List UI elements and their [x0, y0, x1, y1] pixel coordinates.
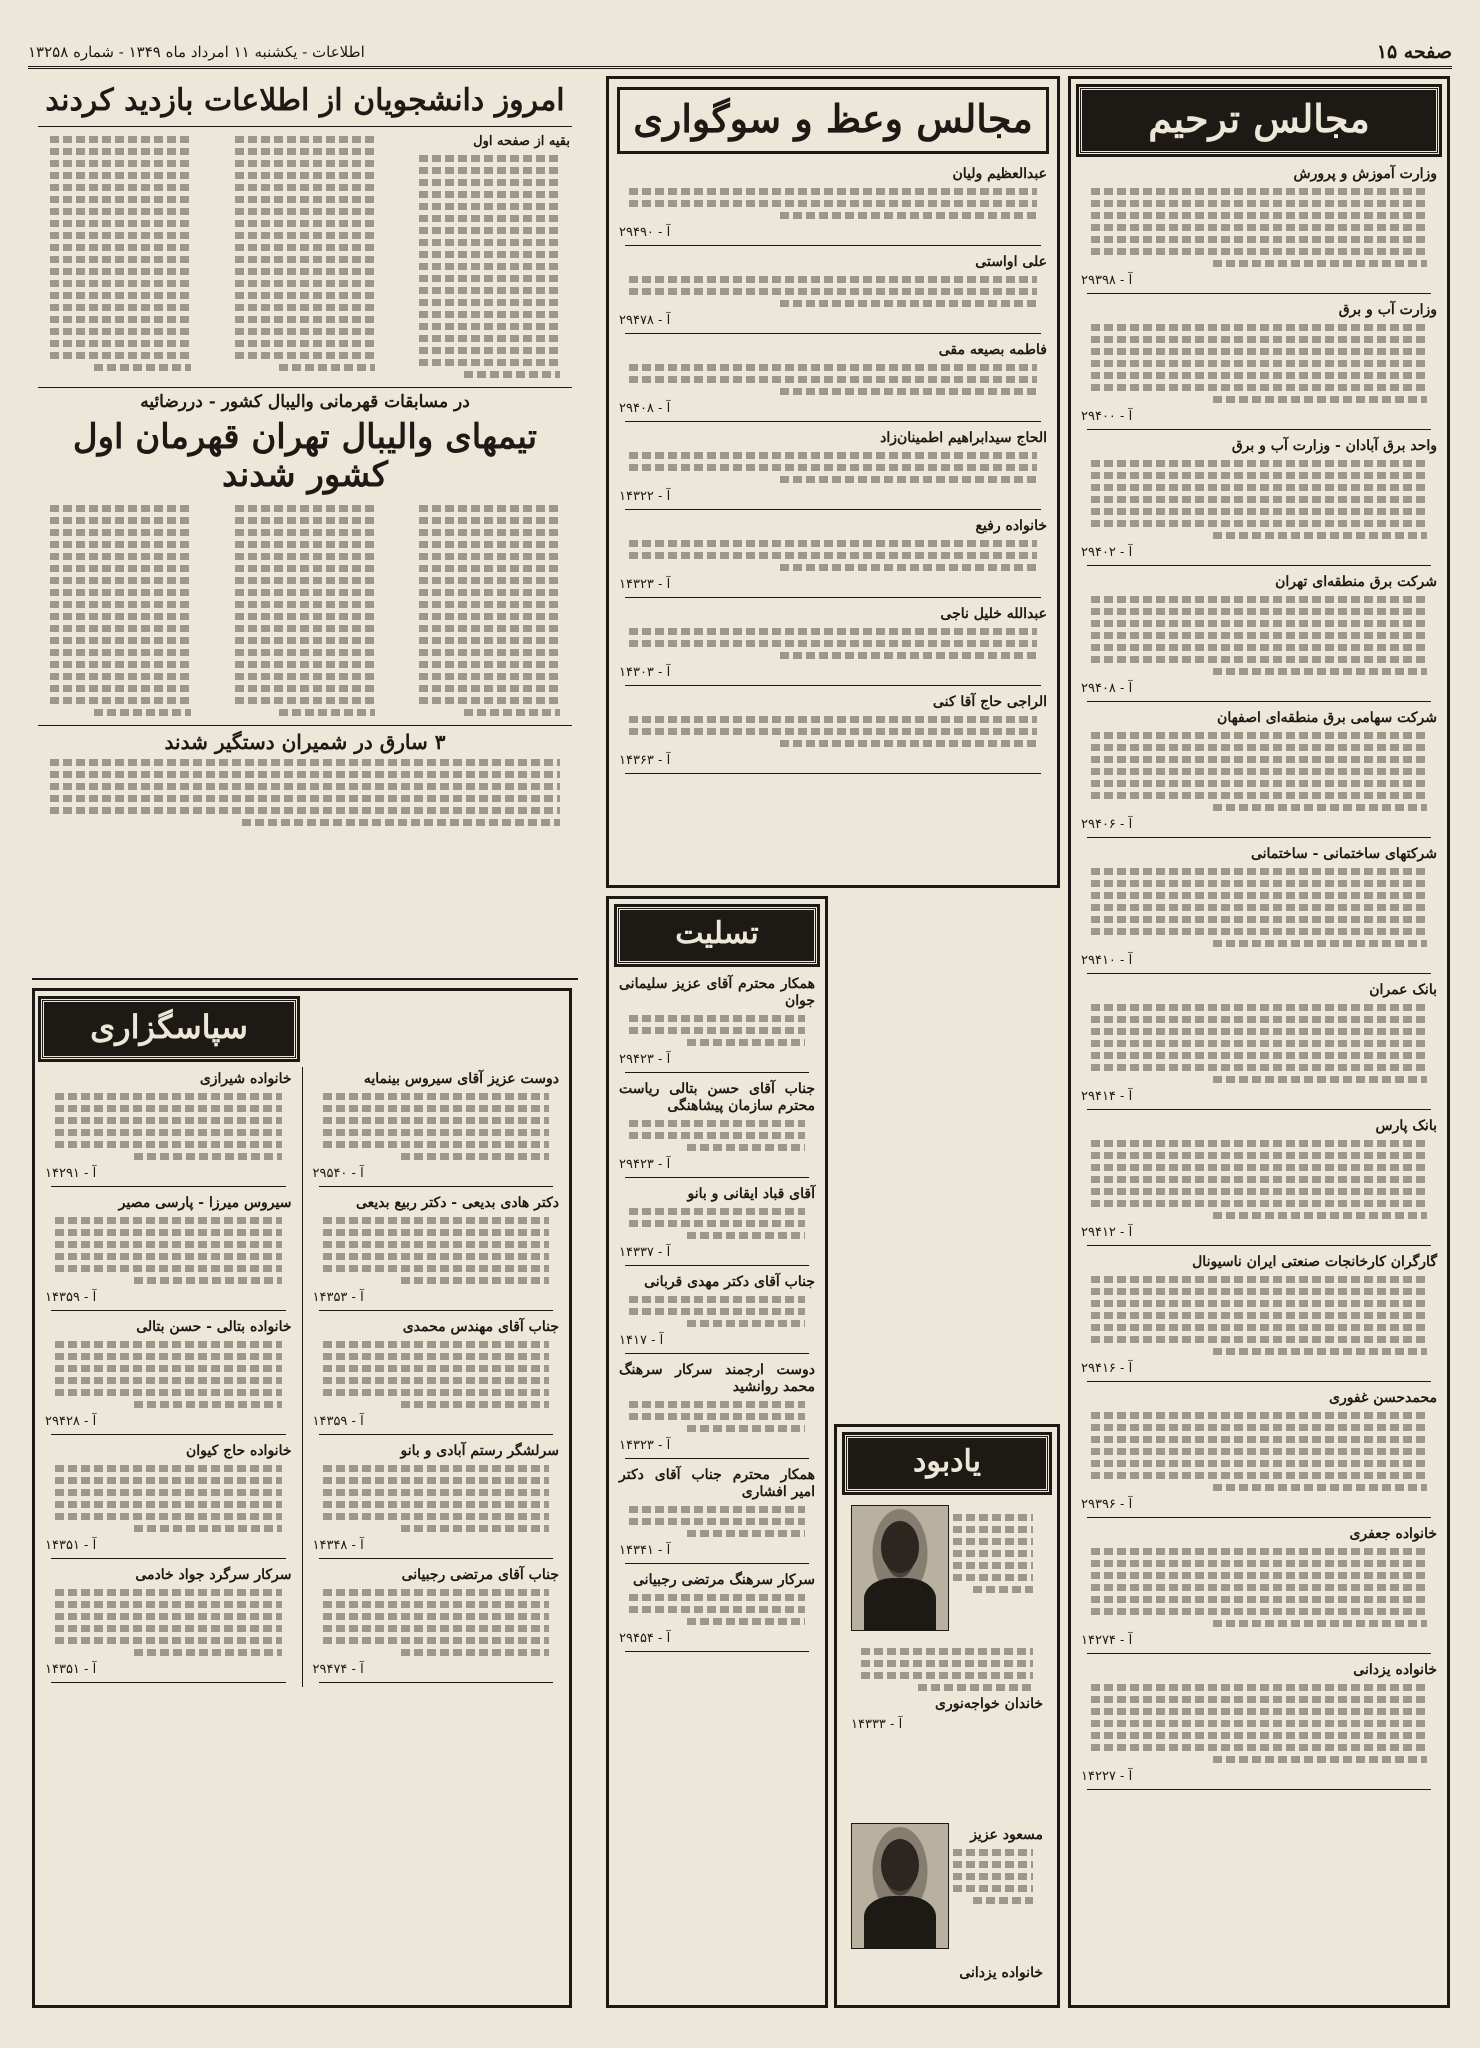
vaz-code: آ - ۱۴۳۶۳ [619, 753, 671, 768]
tarhim-code: آ - ۱۴۲۷۴ [1081, 1633, 1133, 1648]
tasliyat-title: سرکار سرهنگ مرتضی رجبیانی [633, 1572, 815, 1588]
news-sub-volleyball: در مسابقات قهرمانی والیبال کشور - دررضائیه [140, 392, 470, 412]
news-text-a [401, 131, 578, 383]
vaz-notice [609, 162, 1057, 246]
tarhim-notice [1071, 1250, 1447, 1382]
tarhim-notice [1071, 842, 1447, 974]
sepas-code: آ - ۱۴۲۹۱ [45, 1166, 97, 1181]
sepas-notice [35, 1067, 302, 1187]
sepas-code: آ - ۱۴۳۵۳ [312, 1290, 364, 1305]
tasliyat-code: آ - ۱۴۳۳۷ [619, 1245, 671, 1260]
sepas-notice [303, 1315, 570, 1435]
sepas-column [32, 988, 572, 2008]
tarhim-title: شرکت برق منطقه‌ای تهران [1275, 574, 1437, 590]
tarhim-title: وزارت آب و برق [1338, 302, 1437, 318]
sepas-notice [35, 1563, 302, 1683]
tarhim-notice [1071, 570, 1447, 702]
tarhim-notice [1071, 1522, 1447, 1654]
news-text-e [217, 500, 394, 721]
sepas-notice [303, 1439, 570, 1559]
tarhim-title: بانک عمران [1369, 982, 1437, 998]
vaz-title: الراجی حاج آقا کنی [932, 694, 1047, 710]
vaz-list [609, 162, 1057, 774]
vaz-title: خانواده رفیع [975, 518, 1047, 534]
vaz-code: آ - ۲۹۴۰۸ [619, 401, 671, 416]
tasliyat-list [609, 972, 825, 1652]
tarhim-code: آ - ۲۹۳۹۶ [1081, 1497, 1133, 1512]
vaz-title: الحاج سیدابراهیم اطمینان‌زاد [880, 430, 1047, 446]
tasliyat-title: همکار محترم جناب آقای دکتر امیر افشاری [619, 1467, 815, 1500]
news-columns-1 [32, 131, 578, 383]
tarhim-banner: مجالس ترحیم [1079, 87, 1439, 154]
tasliyat-title: جناب آقای دکتر مهدی قربانی [644, 1274, 815, 1290]
vaz-notice [609, 338, 1057, 422]
news-text-c [32, 131, 209, 383]
sepas-code: آ - ۱۴۳۵۱ [45, 1538, 97, 1553]
tarhim-code: آ - ۲۹۴۱۰ [1081, 953, 1133, 968]
vaz-notice [609, 250, 1057, 334]
tarhim-code: آ - ۲۹۴۱۶ [1081, 1361, 1133, 1376]
sepas-code: آ - ۲۹۴۲۸ [45, 1414, 97, 1429]
tasliyat-notice [609, 1463, 825, 1564]
tarhim-notice [1071, 298, 1447, 430]
sepas-title: خانواده بتالی - حسن بتالی [136, 1319, 292, 1335]
vaz-title: فاطمه بصیعه مقی [938, 342, 1047, 358]
sepas-notice [35, 1315, 302, 1435]
tasliyat-notice [609, 1182, 825, 1266]
sepas-notice [303, 1563, 570, 1683]
yadbud-signature: خاندان خواجه‌نوری [935, 1696, 1043, 1712]
yadbud-banner: یادبود [845, 1435, 1049, 1492]
sepas-notice [35, 1191, 302, 1311]
yadbud-code: آ - ۱۴۳۳۳ [851, 1717, 903, 1732]
vaz-notice [609, 602, 1057, 686]
sepas-title: دوست عزیز آقای سیروس بینمایه [363, 1071, 559, 1087]
tarhim-notice [1071, 1386, 1447, 1518]
tarhim-title: خانواده جعفری [1349, 1526, 1437, 1542]
sepas-columns [35, 1067, 569, 1687]
tarhim-code: آ - ۲۹۴۱۲ [1081, 1225, 1133, 1240]
sepas-code: آ - ۱۴۳۵۹ [312, 1414, 364, 1429]
tarhim-notice [1071, 978, 1447, 1110]
tarhim-code: آ - ۲۹۴۱۴ [1081, 1089, 1133, 1104]
vaz-title: علی اواستی [975, 254, 1047, 270]
tasliyat-title: آقای قباد ایقانی و بانو [687, 1186, 815, 1202]
sepas-title: جناب آقای مرتضی رجبیانی [401, 1567, 559, 1583]
tarhim-list [1071, 162, 1447, 1790]
news-text-f [32, 500, 209, 721]
tasliyat-code: آ - ۲۹۴۵۴ [619, 1631, 671, 1646]
tasliyat-notice [609, 1568, 825, 1652]
tasliyat-title: همکار محترم آقای عزیز سلیمانی جوان [619, 976, 815, 1009]
news-text-b [217, 131, 394, 383]
sepas-code: آ - ۱۴۳۵۱ [45, 1662, 97, 1677]
vaz-code: آ - ۱۴۳۲۳ [619, 577, 671, 592]
tasliyat-notice [609, 1358, 825, 1459]
tasliyat-notice [609, 1077, 825, 1178]
tarhim-code: آ - ۲۹۴۰۲ [1081, 545, 1133, 560]
vaz-code: آ - ۲۹۴۷۸ [619, 313, 671, 328]
sepas-notice [35, 1439, 302, 1559]
sepas-code: آ - ۲۹۴۷۴ [312, 1662, 364, 1677]
tarhim-code: آ - ۲۹۴۰۰ [1081, 409, 1133, 424]
vaz-notice [609, 426, 1057, 510]
sepas-code: آ - ۲۹۵۴۰ [312, 1166, 364, 1181]
sepas-list-left [35, 1067, 303, 1687]
sepas-title: سیروس میرزا - پارسی مصیر [118, 1195, 292, 1211]
page-number: صفحه ۱۵ [1376, 41, 1452, 63]
tarhim-title: شرکتهای ساختمانی - ساختمانی [1250, 846, 1437, 862]
tarhim-column [1068, 76, 1450, 2008]
sepas-code: آ - ۱۴۳۵۹ [45, 1290, 97, 1305]
yadbud-box [834, 1424, 1060, 2008]
tasliyat-notice [609, 1270, 825, 1354]
tasliyat-code: آ - ۲۹۴۲۳ [619, 1052, 671, 1067]
vaz-code: آ - ۲۹۴۹۰ [619, 225, 671, 240]
vaz-column [606, 76, 1060, 888]
sepas-list-right [303, 1067, 570, 1687]
news-headline-students: امروز دانشجویان از اطلاعات بازدید کردند [45, 83, 565, 118]
sepas-title: دکتر هادی بدیعی - دکتر ربیع بدیعی [355, 1195, 559, 1211]
sepas-title: خانواده حاج کیوان [185, 1443, 292, 1459]
sepas-title: جناب آقای مهندس محمدی [402, 1319, 559, 1335]
yadbud-caption: مسعود عزیز [970, 1827, 1043, 1843]
vaz-title: عبدالعظیم ولیان [952, 166, 1047, 182]
vaz-notice [609, 514, 1057, 598]
tarhim-notice [1071, 162, 1447, 294]
tarhim-code: آ - ۱۴۲۲۷ [1081, 1769, 1133, 1784]
tasliyat-column [606, 896, 828, 2008]
vaz-title: عبدالله خلیل ناجی [940, 606, 1047, 622]
sepas-title: سرکار سرگرد جواد خادمی [135, 1567, 292, 1583]
news-headline-thieves: ۳ سارق در شمیران دستگیر شدند [164, 730, 446, 754]
tarhim-title: واحد برق آبادان - وزارت آب و برق [1231, 438, 1437, 454]
news-lead: بقیه از صفحه اول [473, 134, 570, 149]
tarhim-title: شرکت سهامی برق منطقه‌ای اصفهان [1217, 710, 1437, 726]
news-headline-volleyball: تیمهای والیبال تهران قهرمان اول کشور شدند [72, 417, 538, 495]
sepas-code: آ - ۱۴۳۴۸ [312, 1538, 364, 1553]
vaz-banner: مجالس وعظ و سوگواری [617, 87, 1049, 154]
tarhim-notice [1071, 1658, 1447, 1790]
tarhim-title: خانواده یزدانی [1353, 1662, 1437, 1678]
tasliyat-notice [609, 972, 825, 1073]
issue-info: اطلاعات - یکشنبه ۱۱ امرداد ماه ۱۳۴۹ - شماره ۱۳۲۵۸ [28, 43, 365, 61]
tarhim-title: وزارت آموزش و پرورش [1293, 166, 1437, 182]
tarhim-notice [1071, 1114, 1447, 1246]
tarhim-notice [1071, 434, 1447, 566]
tasliyat-code: آ - ۱۴۳۴۱ [619, 1543, 671, 1558]
news-text-thieves [32, 759, 578, 826]
sepas-title: سرلشگر رستم آبادی و بانو [400, 1443, 559, 1459]
tarhim-title: محمدحسن غفوری [1328, 1390, 1437, 1406]
tasliyat-banner: تسلیت [617, 907, 817, 964]
vaz-code: آ - ۱۴۳۰۳ [619, 665, 671, 680]
tasliyat-title: دوست ارجمند سرکار سرهنگ محمد روانشید [619, 1362, 815, 1395]
sepas-notice [303, 1191, 570, 1311]
tarhim-title: بانک پارس [1375, 1118, 1437, 1134]
sepas-notice [303, 1067, 570, 1187]
masthead [28, 38, 1452, 69]
tarhim-code: آ - ۲۹۴۰۸ [1081, 681, 1133, 696]
sepas-title: خانواده شیرازی [199, 1071, 292, 1087]
tarhim-code: آ - ۲۹۳۹۸ [1081, 273, 1133, 288]
tasliyat-title: جناب آقای حسن بتالی ریاست محترم سازمان پیشاهنگی [619, 1081, 815, 1114]
vaz-code: آ - ۱۴۳۲۲ [619, 489, 671, 504]
tasliyat-code: آ - ۲۹۴۲۳ [619, 1157, 671, 1172]
tarhim-title: گارگران کارخانجات صنعتی ایران ناسیونال [1192, 1254, 1437, 1270]
tasliyat-code: آ - ۱۴۱۷ [619, 1333, 664, 1348]
yadbud-family: خانواده یزدانی [959, 1965, 1043, 1981]
vaz-notice [609, 690, 1057, 774]
tarhim-notice [1071, 706, 1447, 838]
news-columns-2 [32, 500, 578, 721]
news-block [32, 76, 578, 980]
news-text-d [401, 500, 578, 721]
tasliyat-code: آ - ۱۴۳۲۳ [619, 1438, 671, 1453]
sepas-banner: سپاسگزاری [41, 999, 297, 1059]
tarhim-code: آ - ۲۹۴۰۶ [1081, 817, 1133, 832]
